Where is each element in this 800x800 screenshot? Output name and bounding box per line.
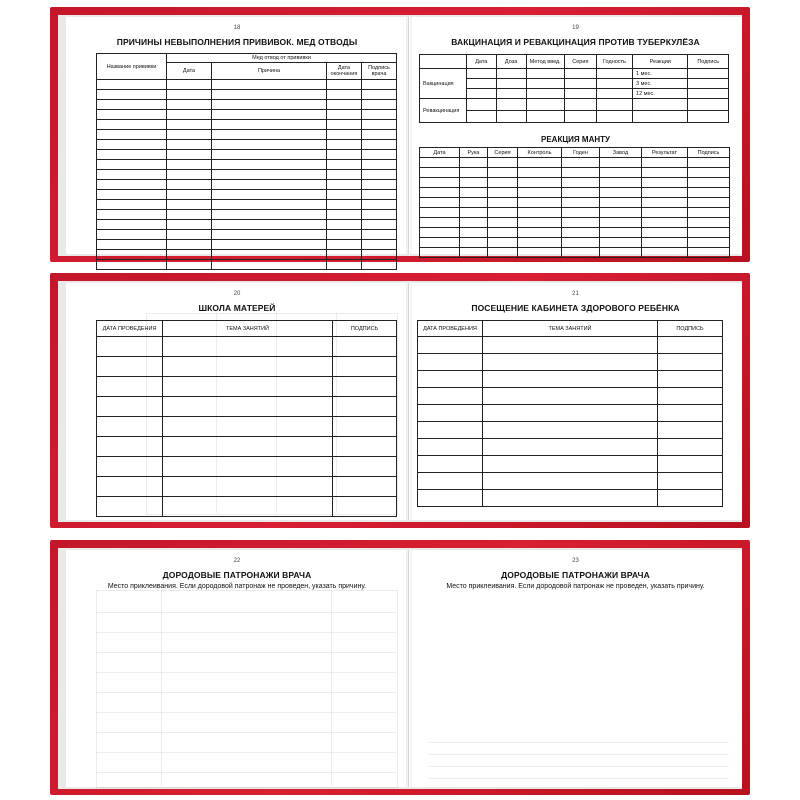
page-21 <box>409 283 742 520</box>
healthy-child-rows <box>418 337 723 507</box>
table-row <box>97 437 397 457</box>
mantoux-header-date: Дата <box>420 148 460 158</box>
page-title: ПОСЕЩЕНИЕ КАБИНЕТА ЗДОРОВОГО РЕБЁНКА <box>471 303 680 313</box>
header-date: ДАТА ПРОВЕДЕНИЯ <box>418 321 483 337</box>
header-signature: Подпись <box>688 55 729 69</box>
table-row <box>97 90 397 100</box>
sticker-note: Место приклеивания. Если дородовой патронаж не проведен, указать причину. <box>107 583 367 590</box>
header-validity: Годность <box>596 55 632 69</box>
mantoux-header-result: Результат <box>642 148 688 158</box>
header-topic: ТЕМА ЗАНЯТИЙ <box>163 321 333 337</box>
header-vaccine-name: Название прививки <box>97 54 167 80</box>
table-row <box>97 337 397 357</box>
table-row <box>97 170 397 180</box>
reaction-3-month: 3 мес. <box>633 79 688 89</box>
book-spine <box>406 283 412 520</box>
table-row <box>97 417 397 437</box>
table-row <box>420 238 730 248</box>
mantoux-header-plant: Завод <box>600 148 642 158</box>
spread-pages-22-23 <box>50 540 750 795</box>
book-spine <box>406 17 412 254</box>
table-row <box>97 180 397 190</box>
mantoux-table <box>419 147 730 258</box>
healthy-child-visits-table <box>417 320 723 507</box>
header-reactions: Реакции <box>633 55 688 69</box>
book-spine <box>406 550 412 787</box>
header-series: Серия <box>564 55 596 69</box>
page-18 <box>66 17 409 254</box>
mantoux-header-signature: Подпись <box>688 148 730 158</box>
table-row <box>420 208 730 218</box>
table-row <box>418 439 723 456</box>
page-title: ДОРОДОВЫЕ ПАТРОНАЖИ ВРАЧА <box>162 570 312 580</box>
table-row <box>418 456 723 473</box>
mantoux-header-valid: Годен <box>562 148 600 158</box>
page-title: ВАКЦИНАЦИЯ И РЕВАКЦИНАЦИЯ ПРОТИВ ТУБЕРКУЛЁЗА <box>451 37 700 47</box>
show-through-table <box>96 590 398 788</box>
mantoux-header-arm: Рука <box>460 148 488 158</box>
mantoux-header-series: Серия <box>488 148 518 158</box>
table-row <box>97 190 397 200</box>
table-row <box>97 220 397 230</box>
spread-pages-18-19 <box>50 7 750 262</box>
mothers-school-table <box>96 320 397 517</box>
page-number: 23 <box>572 558 579 564</box>
table-row <box>97 130 397 140</box>
mantoux-rows <box>420 158 730 258</box>
table-row <box>420 198 730 208</box>
page-title: ДОРОДОВЫЕ ПАТРОНАЖИ ВРАЧА <box>501 570 650 580</box>
header-reason: Причина <box>212 63 327 80</box>
header-topic: ТЕМА ЗАНЯТИЙ <box>483 321 658 337</box>
table-row <box>420 248 730 258</box>
page-title: ШКОЛА МАТЕРЕЙ <box>198 303 276 313</box>
page-20 <box>66 283 409 520</box>
table-row <box>418 371 723 388</box>
table-row <box>97 210 397 220</box>
table-row <box>97 477 397 497</box>
page-number: 21 <box>572 291 579 297</box>
table-row <box>418 337 723 354</box>
exemptions-table <box>96 53 397 270</box>
table-row <box>97 150 397 160</box>
reaction-1-month: 1 мес. <box>633 69 688 79</box>
table-row <box>97 140 397 150</box>
table-row <box>97 397 397 417</box>
table-row <box>97 110 397 120</box>
header-signature: ПОДПИСЬ <box>658 321 723 337</box>
header-dose: Доза <box>496 55 526 69</box>
table-row <box>420 178 730 188</box>
table-row <box>97 497 397 517</box>
header-end-date: Дата окончания <box>327 63 362 80</box>
header-date: Дата <box>466 55 496 69</box>
page-23 <box>409 550 742 787</box>
table-row <box>97 160 397 170</box>
page-22 <box>66 550 409 787</box>
table-row <box>97 200 397 210</box>
spread-pages-20-21 <box>50 273 750 528</box>
mothers-school-rows <box>97 337 397 517</box>
table-row <box>418 405 723 422</box>
page-19 <box>409 17 742 254</box>
table-row <box>420 218 730 228</box>
page-number: 22 <box>233 558 241 564</box>
mantoux-header-control: Контроль <box>518 148 562 158</box>
table-row <box>418 473 723 490</box>
table-row <box>97 120 397 130</box>
table-row <box>97 250 397 260</box>
table-row <box>97 240 397 250</box>
table-row <box>97 100 397 110</box>
reaction-12-month: 12 мес. <box>633 89 688 99</box>
header-method: Метод введ. <box>526 55 564 69</box>
page-number: 19 <box>572 25 579 31</box>
page-title: ПРИЧИНЫ НЕВЫПОЛНЕНИЯ ПРИВИВОК. МЕД ОТВОДЫ <box>116 37 358 47</box>
row-vaccination: Вакцинация <box>420 69 467 99</box>
page-number: 18 <box>233 25 241 31</box>
table-row <box>418 388 723 405</box>
table-row <box>420 158 730 168</box>
table-row <box>418 490 723 507</box>
table-row <box>420 228 730 238</box>
header-doctor-signature: Подпись врача <box>362 63 397 80</box>
exemptions-rows <box>97 80 397 270</box>
tb-vaccination-table <box>419 54 729 123</box>
table-row <box>418 422 723 439</box>
table-row <box>97 357 397 377</box>
sticker-note: Место приклеивания. Если дородовой патронаж не проведен, указать причину. <box>446 583 705 590</box>
header-date: Дата <box>167 63 212 80</box>
row-revaccination: Ревакцинация <box>420 99 467 123</box>
header-med-exemption: Мед отвод от прививки <box>167 54 397 63</box>
table-row <box>97 80 397 90</box>
page-number: 20 <box>233 291 241 297</box>
table-row <box>97 230 397 240</box>
table-row <box>97 377 397 397</box>
table-row <box>418 354 723 371</box>
table-row <box>420 188 730 198</box>
mantoux-title: РЕАКЦИЯ МАНТУ <box>541 135 610 144</box>
table-row <box>420 168 730 178</box>
header-date: ДАТА ПРОВЕДЕНИЯ <box>97 321 163 337</box>
table-row <box>97 457 397 477</box>
header-signature: ПОДПИСЬ <box>333 321 397 337</box>
table-row <box>97 260 397 270</box>
